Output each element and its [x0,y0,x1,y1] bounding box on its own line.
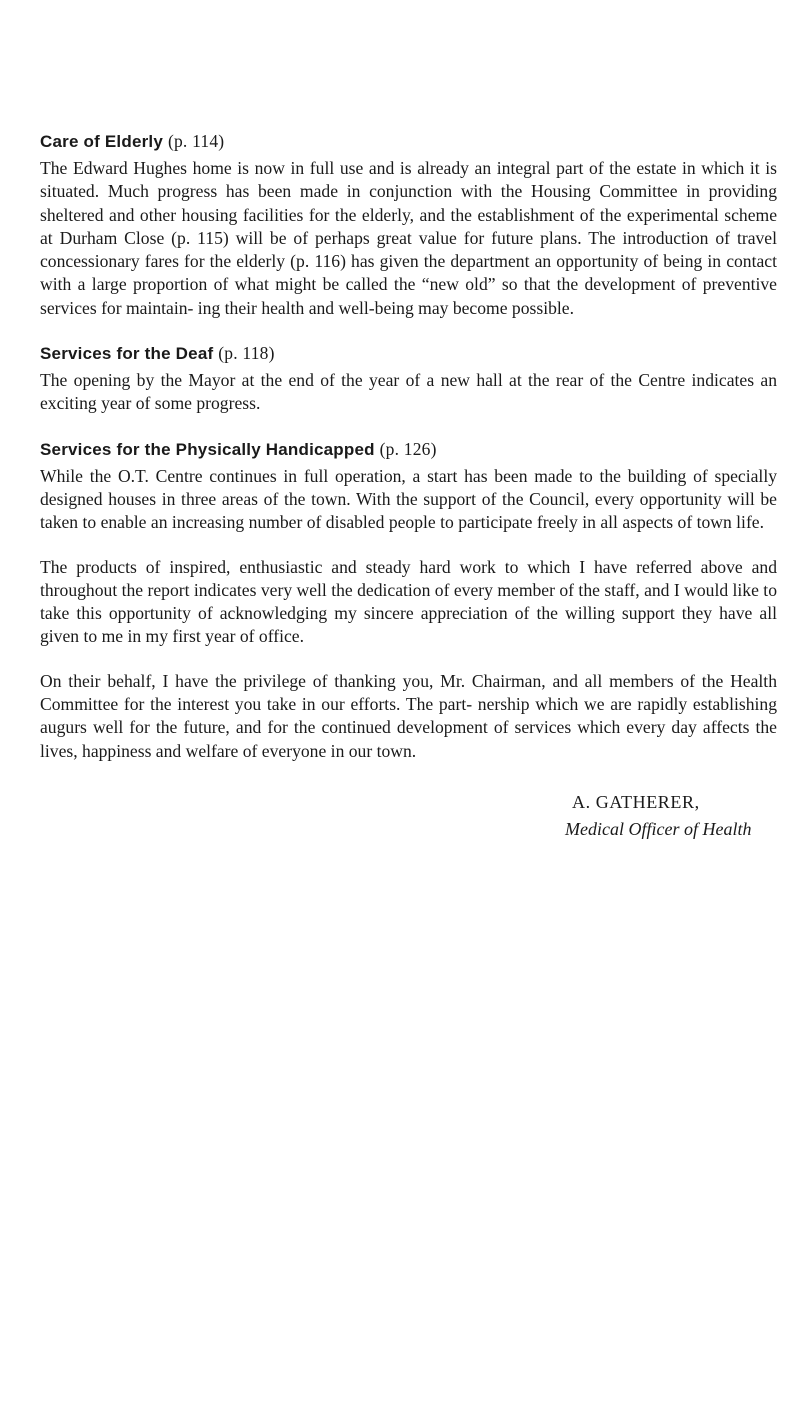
section-paragraph: While the O.T. Centre continues in full operation, a start has been made to the building of specially designed houses in three areas of the town. With the support of the Council, every opportunity will be taken to enable an increasing number of disabled people to participate freely in all aspects of town life. [40,465,777,533]
closing-paragraph-staff: The products of inspired, enthusiastic and steady hard work to which I have referred above and throughout the report indicates very well the dedication of every member of the staff, and I would like to take this opportunity of acknowledging my sincere appreciation of the willing support they have all given to me in my first year of office. [40,556,777,647]
section-care-of-elderly [40,126,777,320]
heading-title: Services for the Physically Handicapped [40,439,375,459]
section-heading [40,434,777,465]
heading-title: Care of Elderly [40,132,163,151]
section-services-for-deaf [40,338,777,416]
heading-title: Services for the Deaf [40,344,214,364]
signatory-title: Medical Officer of Health [565,818,752,839]
document-page [40,126,777,841]
signatory-name: A. GATHERER, [572,791,700,812]
section-heading [40,126,777,157]
section-paragraph: The Edward Hughes home is now in full use and is already an integral part of the estate in which it is situated. Much progress has been made in conjunction with the Housing Committee in providing sheltered and other housing facilities for the elderly, and the establishment of the experimental scheme at Durham Close (p. 115) will be of perhaps great value for future plans. The introduction of travel concessionary fares for the elderly (p. 116) has given the department an opportunity of being in contact with a large proportion of what might be called the “new old” so that the development of preventive services for maintain- ing their health and well-being may become possible. [40,158,777,318]
section-physically-handicapped [40,434,777,535]
page-reference: (p. 126) [379,438,437,459]
signature-block [565,787,800,841]
section-paragraph: The opening by the Mayor at the end of the year of a new hall at the rear of the Centre indicates an exciting year of some progress. [40,370,777,414]
page-reference: (p. 114) [167,131,225,151]
closing-paragraph-thanks: On their behalf, I have the privilege of thanking you, Mr. Chairman, and all members of the Health Committee for the interest you take in our efforts. The part- nership which we are rapidly establishing augurs well for the future, and for the continued development of services which every day affects the lives, happiness and welfare of everyone in our town. [40,670,777,761]
section-heading [40,338,777,369]
page-reference: (p. 118) [218,343,275,364]
